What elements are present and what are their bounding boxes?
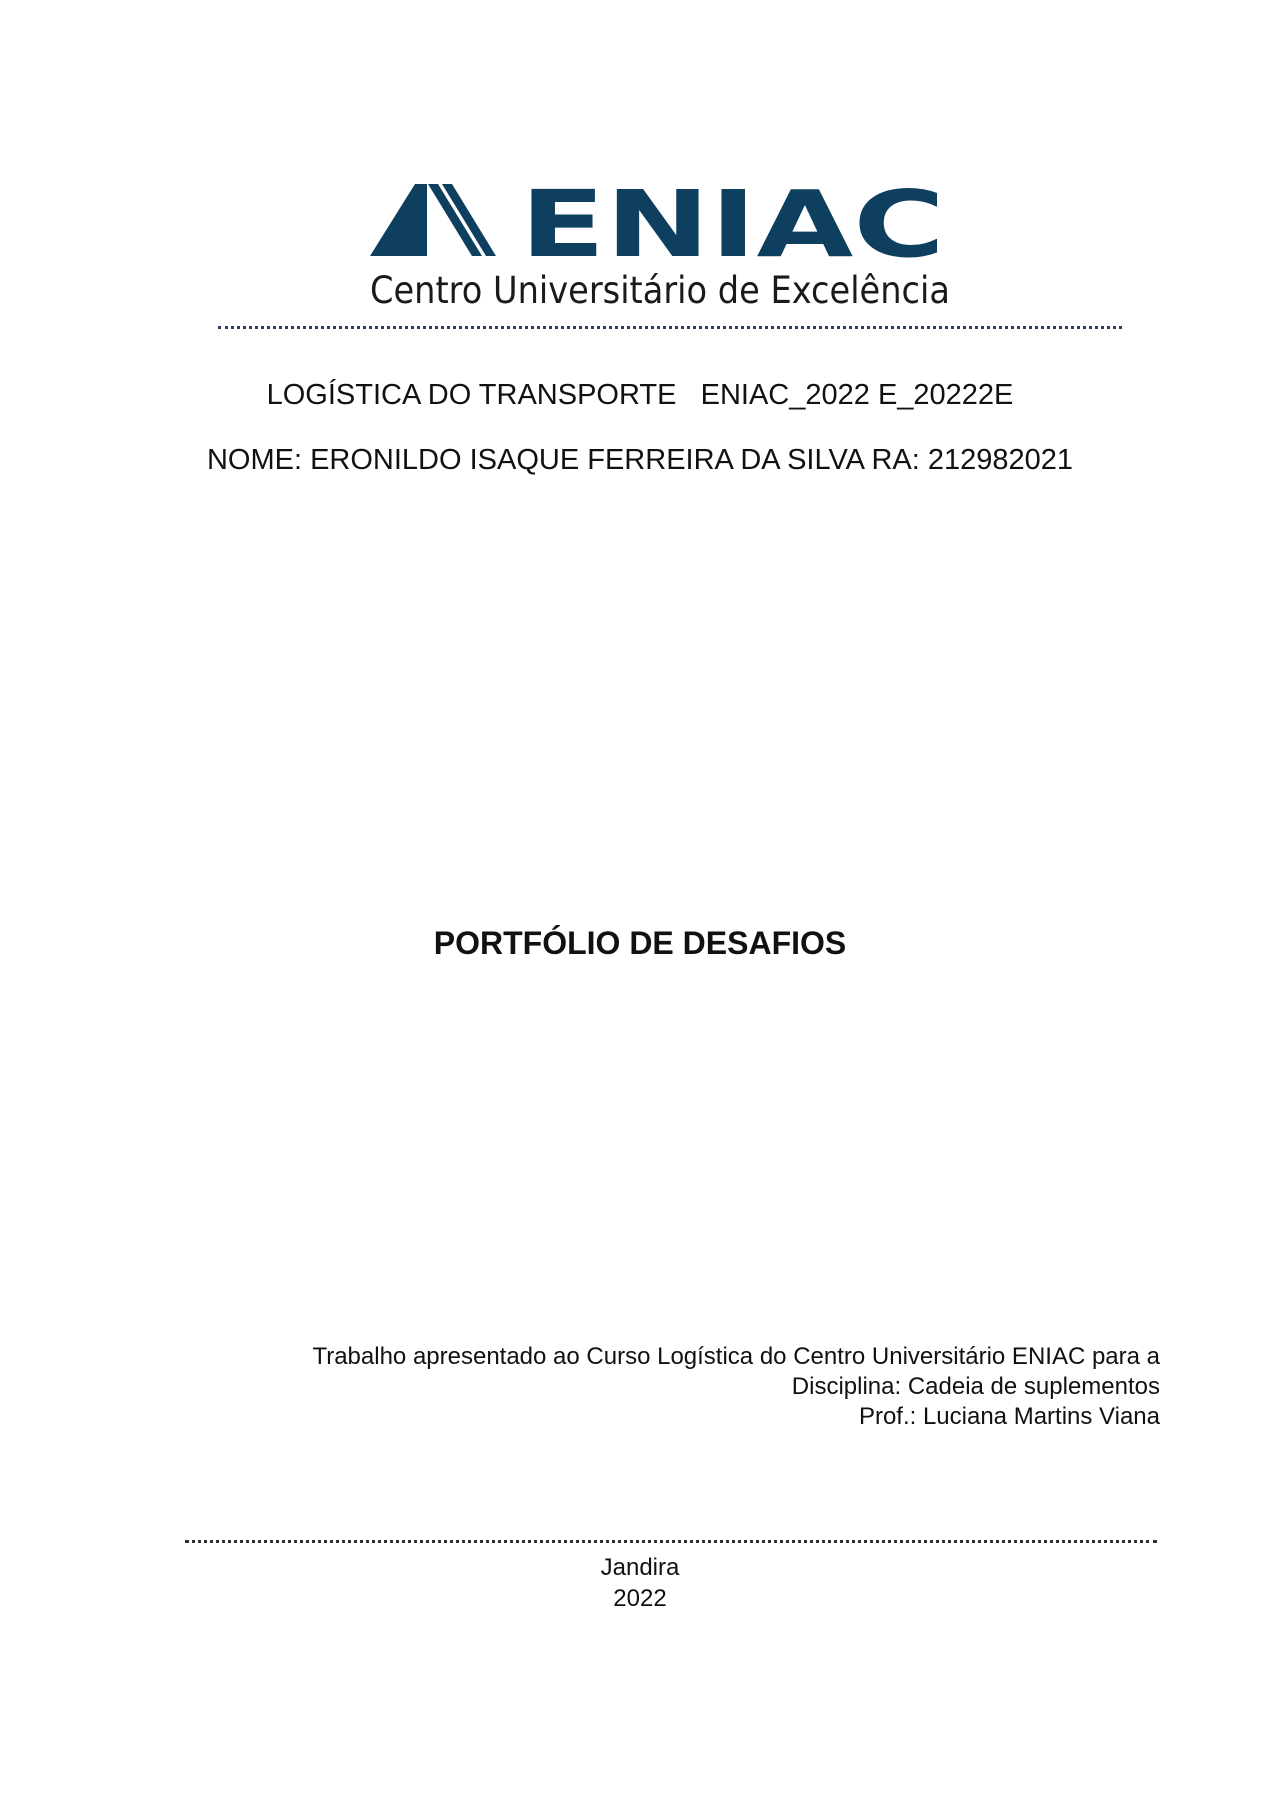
top-dotted-divider (218, 326, 1122, 329)
eniac-logo (370, 178, 975, 313)
svg-text:Centro Universitário de Excelê: Centro Universitário de Excelência (370, 269, 950, 312)
student-name-line: NOME: ERONILDO ISAQUE FERREIRA DA SILVA RA: 212982021 (206, 444, 1074, 476)
footer-city: Jandira (600, 1554, 680, 1581)
footer-year: 2022 (613, 1585, 667, 1612)
eniac-triangle-logo-icon (370, 178, 975, 313)
bottom-dotted-divider (185, 1540, 1157, 1543)
course-line: LOGÍSTICA DO TRANSPORTE ENIAC_2022 E_20222E (266, 379, 1014, 411)
presentation-line-professor: Prof.: Luciana Martins Viana (858, 1403, 1160, 1430)
presentation-block (180, 1342, 1160, 1432)
presentation-line-1: Trabalho apresentado ao Curso Logística do Centro Universitário ENIAC para a (312, 1343, 1160, 1370)
footer (0, 1552, 1280, 1614)
presentation-line-discipline: Disciplina: Cadeia de suplementos (791, 1373, 1160, 1400)
document-title: PORTFÓLIO DE DESAFIOS (433, 925, 847, 961)
svg-text:ENIAC: ENIAC (520, 178, 945, 278)
